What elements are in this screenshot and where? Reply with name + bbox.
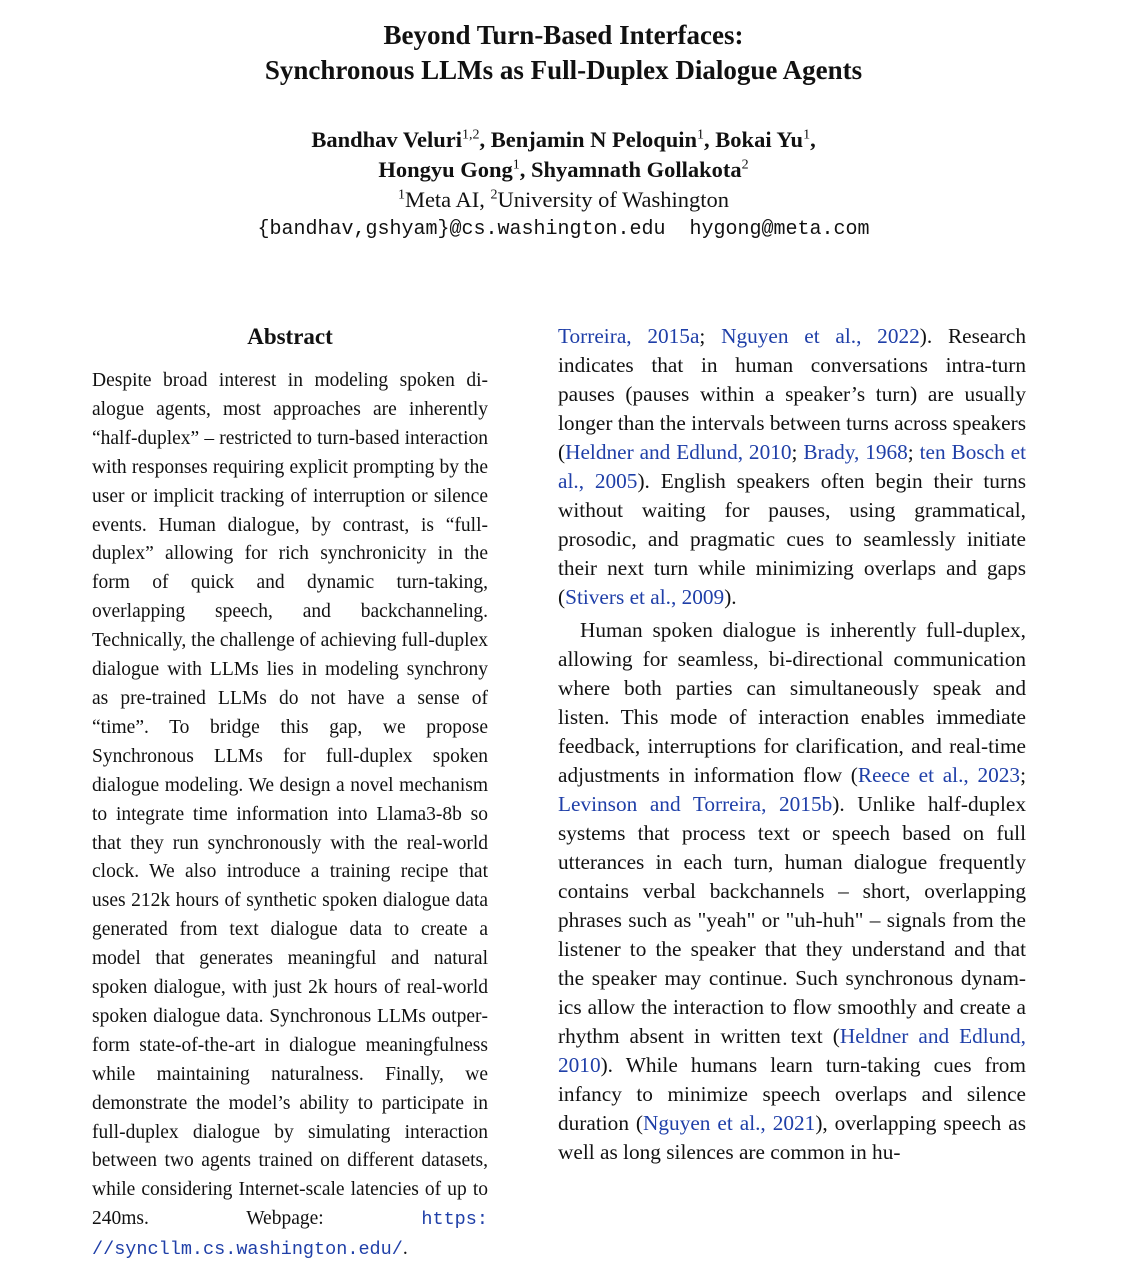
author-affiliation-marker: 1 — [803, 127, 811, 143]
paragraph: Human spoken dialogue is inherently full-duplex, allowing for seamless, bi-directional communication where both parties can simultaneously speak and listen. This mode of interaction enables immediate feedback, interruptions for clarification, and real-time adjustments in information flow (Reece et al., 2023; Levinson and Torreira, 2015b). Unlike half-duplex systems that process text or speech based on full utterances in each turn, human dialogue frequently contains verbal backchannels – short, overlapping phrases such as "yeah" or "uh-huh" – signals from the listener to the speaker that they understand and that the speaker may continue. Such synchronous dynamics allow the interaction to flow smoothly and create a rhythm absent in written text (Heldner and Edlund, 2010). While humans learn turn-taking cues from infancy to minimize speech overlaps and silence duration (Nguyen et al., 2021), overlapping speech as well as long silences are common in hu- — [558, 618, 1027, 1164]
webpage-link[interactable]: https: //syncllm.cs.washington.edu/ — [92, 1209, 488, 1261]
affiliation-meta: Meta AI, — [404, 187, 485, 212]
citation-link[interactable]: Torreira, 2015a — [558, 324, 700, 348]
author-name: Benjamin N Peloquin — [490, 127, 698, 152]
author-affiliation-marker: 1 — [512, 157, 520, 173]
abstract-text: Despite broad interest in modeling spoken dialogue agents, most approaches are inherently “half-duplex” – restricted to turn-based interaction with responses requiring explicit prompting by the user or implicit tracking of interruption or silence events. Human dialogue, by contrast, is “full-duplex” allowing for rich synchronicity in the form of quick and dynamic turn-taking, overlapping speech, and backchanneling. Technically, the challenge of achieving full-duplex dialogue with LLMs lies in modeling synchrony as pre-trained LLMs do not have a sense of “time”. To bridge this gap, we propose Synchronous LLMs for full-duplex spoken dialogue modeling. We design a novel mechanism to integrate time information into Llama3-8b so that they run synchronously with the real-world clock. We also introduce a training recipe that uses 212k hours of synthetic spoken dialogue data generated from text dialogue data to create a model that generates meaningful and natural spoken dialogue, with just 2k hours of real-world spoken dialogue data. Synchronous LLMs outperform state-of-the-art in dialogue meaningfulness while maintaining naturalness. Finally, we demonstrate the model’s ability to participate in full-duplex dialogue by simulating interaction between two agents trained on different datasets, while considering Internet-scale latencies of up to 240ms. Webpage: — [92, 370, 488, 1230]
citation-link[interactable]: Brady, 1968 — [803, 440, 908, 464]
citation-link[interactable]: Nguyen et al., 2022 — [721, 324, 920, 348]
abstract-heading: Abstract — [247, 324, 333, 349]
citation-link[interactable]: Nguyen et al., 2021 — [643, 1111, 816, 1135]
author-emails: {bandhav,gshyam}@cs.washington.edu hygong@meta.com — [257, 218, 870, 241]
author-affiliation-marker: 1 — [697, 127, 705, 143]
citation-link[interactable]: Stivers et al., 2009 — [565, 585, 725, 609]
citation-link[interactable]: Reece et al., 2023 — [857, 763, 1021, 787]
title-line-2: Synchronous LLMs as Full-Duplex Dialogue Agents — [264, 55, 863, 85]
title-line-1: Beyond Turn-Based Interfaces: — [383, 20, 744, 50]
author-line-1: Bandhav Veluri$^{1,2}$, Benjamin N Peloquin$^1$, Bokai Yu$^1$, — [311, 127, 816, 152]
affiliation-uw: University of Washington — [497, 187, 730, 212]
author-name: Hongyu Gong — [378, 157, 513, 182]
citation-link[interactable]: Levinson and Torreira, 2015b — [558, 792, 833, 816]
citation-link[interactable]: Heldner and Edlund, 2010 — [565, 440, 792, 464]
abstract-body: Despite broad interest in modeling spoken dialogue agents, most approaches are inherently “half-duplex” – restricted to turn-based interaction with responses requiring explicit prompting by the user or implicit tracking of interruption or silence events. Human dialogue, by contrast, is “full-duplex” allowing for rich synchronicity in the form of quick and dynamic turn-taking, overlapping speech, and backchanneling. Technically, the challenge of achieving full-duplex dialogue with LLMs lies in modeling synchrony as pre-trained LLMs do not have a sense of “time”. To bridge this gap, we propose Synchronous LLMs for full-duplex spoken dialogue modeling. We design a novel mechanism to integrate time information into Llama3-8b so that they run synchronously with the real-world clock. We also introduce a training recipe that uses 212k hours of synthetic spoken dialogue data generated from text dialogue data to create a model that generates meaningful and natural spoken dialogue, with just 2k hours of real-world spoken dialogue data. Synchronous LLMs outperform state-of-the-art in dialogue meaningfulness while maintaining naturalness. Finally, we demonstrate the model’s ability to participate in full-duplex dialogue by simulating interaction between two agents trained on different datasets, while considering Internet-scale latencies of up to 240ms. Webpage: https: //syncllm.cs.washington.edu/. — [92, 370, 488, 1261]
author-name: Shyamnath Gollakota — [530, 157, 742, 182]
introduction-column — [558, 322, 1026, 1167]
author-affiliation-marker: 2 — [741, 157, 749, 173]
citation-link[interactable]: ten Bosch et al., 2005 — [558, 440, 1027, 493]
author-name: Bandhav Veluri — [311, 127, 463, 152]
paragraph: Torreira, 2015a; Nguyen et al., 2022). Research indicates that in human conversations intra-turn pauses (pauses within a speaker’s turn) are usually longer than the intervals between turns across speakers (Heldner and Edlund, 2010; Brady, 1968; ten Bosch et al., 2005). English speakers often begin their turns without waiting for pauses, using grammatical, prosodic, and pragmatic cues to seamlessly initiate their next turn while minimizing overlaps and gaps (Stivers et al., 2009). — [558, 324, 1027, 609]
author-line-2: Hongyu Gong$^1$, Shyamnath Gollakota$^2$ — [378, 157, 749, 182]
author-name: Bokai Yu — [715, 127, 804, 152]
citation-link[interactable]: Heldner and Edlund, 2010 — [558, 1024, 1026, 1077]
author-affiliation-marker: 1,2 — [462, 127, 480, 143]
author-block — [0, 125, 1127, 245]
paper-title — [0, 18, 1127, 88]
affiliations: $^1$Meta AI, $^2$University of Washington — [397, 187, 730, 212]
